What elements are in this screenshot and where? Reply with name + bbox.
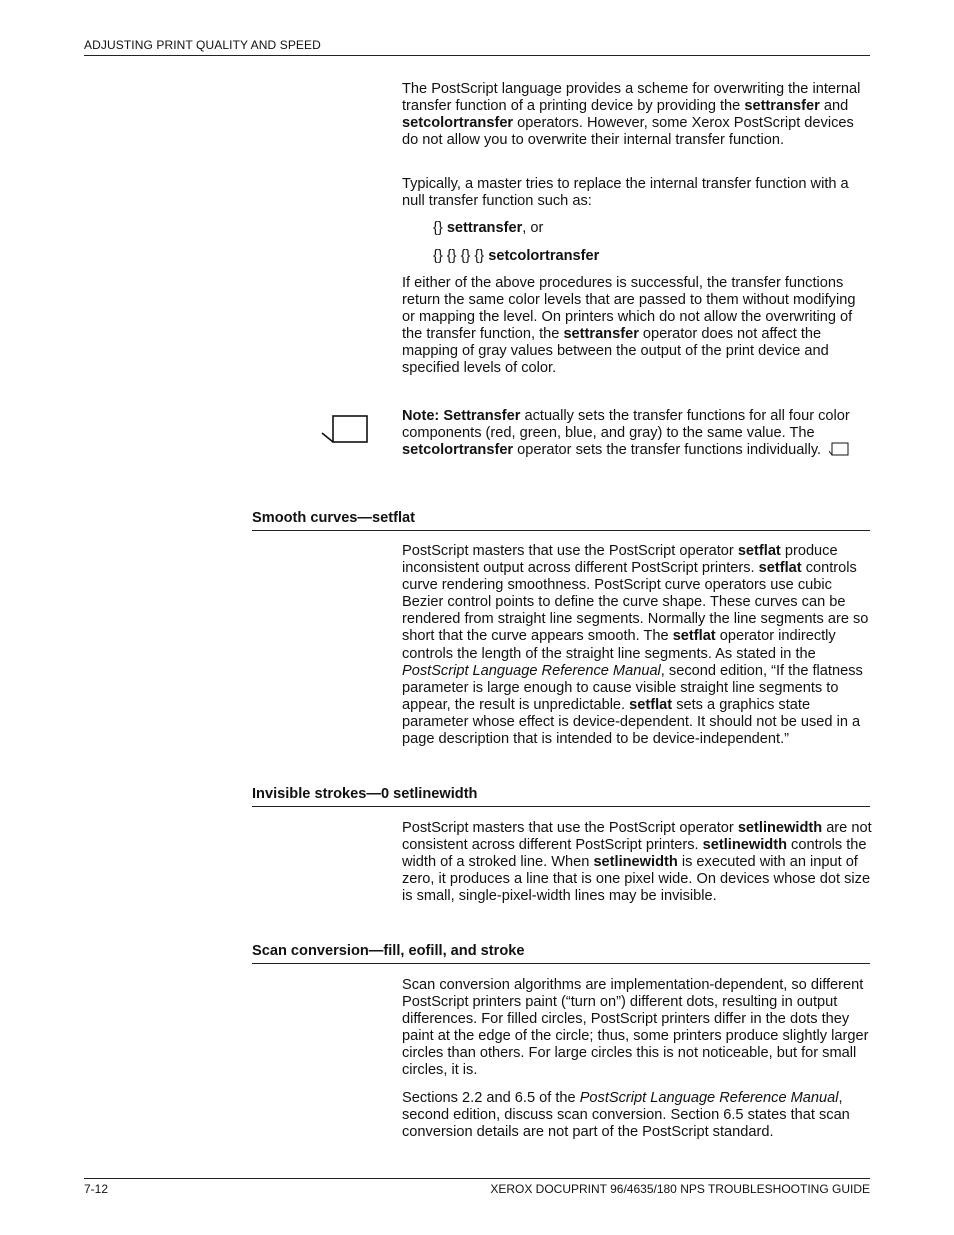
bold-term: setflat xyxy=(629,696,673,713)
section-heading-setflat: Smooth curves—setflat xyxy=(252,510,870,531)
text-run: , second edition, discuss scan conversion. Section 6.5 states that scan conversion details are not part of the PostScript standard. xyxy=(402,1090,850,1141)
bold-term: Note: xyxy=(402,408,440,424)
paragraph-text xyxy=(402,1090,872,1141)
text-run: If either of the above procedures is successful, the transfer functions return the same color levels that are passed to them without modifying or mapping the level. On printers which do not allow the overwriting of the transfer function, the xyxy=(402,275,856,343)
italic-title: PostScript Language Reference Manual xyxy=(579,1090,839,1106)
bold-term: Settransfer xyxy=(443,408,521,424)
paragraph-text xyxy=(402,408,870,459)
text-run: and xyxy=(819,98,849,115)
bold-term: setlinewidth xyxy=(737,820,823,836)
section-scan-conversion-paragraph-2 xyxy=(402,1090,872,1141)
paragraph-text xyxy=(402,275,872,378)
running-header xyxy=(84,38,870,56)
section-heading-scan-conversion: Scan conversion—fill, eofill, and stroke xyxy=(252,943,870,964)
text-run: operators. However, some Xerox PostScript devices do not allow you to overwrite their internal transfer function. xyxy=(402,115,854,149)
text-run: produce inconsistent output across different PostScript printers. xyxy=(402,543,838,577)
text-run: is executed with an input of zero, it produces a line that is one pixel wide. On devices whose dot size is small, single-pixel-width lines may be invisible. xyxy=(402,854,871,905)
section-setlinewidth-paragraph xyxy=(402,820,872,905)
intro-paragraph-3 xyxy=(402,275,872,378)
bold-term: setflat xyxy=(737,543,781,559)
text-run: controls the width of a stroked line. When xyxy=(402,837,867,871)
section-heading-setlinewidth: Invisible strokes—0 setlinewidth xyxy=(252,786,870,807)
text-run: are not consistent across different PostScript printers. xyxy=(402,820,872,854)
note-text xyxy=(402,408,870,459)
guide-title: XEROX DOCUPRINT 96/4635/180 NPS TROUBLESHOOTING GUIDE xyxy=(490,1182,870,1196)
paragraph-text xyxy=(402,977,872,1080)
header-title: ADJUSTING PRINT QUALITY AND SPEED xyxy=(84,38,321,52)
text-run: The PostScript language provides a scheme for overwriting the internal transfer function of a printing device by providing the xyxy=(402,81,861,115)
text-run: operator does not affect the mapping of gray values between the output of the print device and specified levels of color. xyxy=(402,326,829,377)
text-run: controls curve rendering smoothness. PostScript curve operators use cubic Bezier control points to define the curve shape. These curves can be rendered from straight line segments. Normally the line segments are so short that the curve appears smooth. The xyxy=(402,560,869,645)
text-run: sets a graphics state parameter whose effect is device-dependent. It should not be used in a page description that is intended to be device-independent.” xyxy=(402,696,861,748)
bold-term: setflat xyxy=(672,628,716,645)
text-run: , second edition, “If the flatness parameter is large enough to cause visible straight line segments to appear, the result is unpredictable. xyxy=(402,662,863,713)
bold-term: setcolortransfer xyxy=(402,442,514,459)
paragraph-text xyxy=(402,543,872,748)
text-run: operator indirectly controls the length of the straight line segments. As stated in the xyxy=(402,628,836,662)
text-run: PostScript masters that use the PostScript operator xyxy=(402,543,738,559)
text-run: actually sets the transfer functions for all four color components (red, green, blue, and gray) to the same value. The xyxy=(402,408,850,442)
code-example-settransfer: {} settransfer, or xyxy=(433,220,544,236)
section-setflat-paragraph xyxy=(402,543,872,748)
paragraph-text xyxy=(402,820,872,905)
page-footer xyxy=(84,1178,870,1196)
note-icon xyxy=(320,413,372,445)
page-number: 7-12 xyxy=(84,1182,109,1196)
code-example-setcolortransfer: {} {} {} {} setcolortransfer xyxy=(433,248,600,264)
end-of-note-icon xyxy=(829,442,849,457)
italic-title: PostScript Language Reference Manual xyxy=(402,662,661,679)
bold-term: setflat xyxy=(758,560,802,577)
bold-term: setlinewidth xyxy=(702,837,787,854)
paragraph-text xyxy=(402,81,872,149)
bold-term: setcolortransfer xyxy=(402,115,514,132)
text-run: operator sets the transfer functions individually. xyxy=(513,442,822,459)
text-run: PostScript masters that use the PostScript operator xyxy=(402,820,738,836)
bold-term: settransfer xyxy=(563,326,639,343)
section-scan-conversion-paragraph-1 xyxy=(402,977,872,1080)
text-run: Scan conversion algorithms are implementation-dependent, so different PostScript printers paint (“turn on”) different dots, resulting in output differences. For filled circles, PostScript printers differ in the dots they paint at the edge of the circle; thus, some printers produce slightly larger circles than others. For large circles this is not noticeable, but for small circles, it is. xyxy=(402,977,869,1079)
bold-term: setlinewidth xyxy=(593,854,678,871)
bold-term: settransfer xyxy=(744,98,820,115)
intro-paragraph-2: Typically, a master tries to replace the internal transfer function with a null transfer function such as: xyxy=(402,176,849,210)
intro-paragraph-1 xyxy=(402,81,872,149)
text-run: Sections 2.2 and 6.5 of the xyxy=(402,1090,580,1106)
